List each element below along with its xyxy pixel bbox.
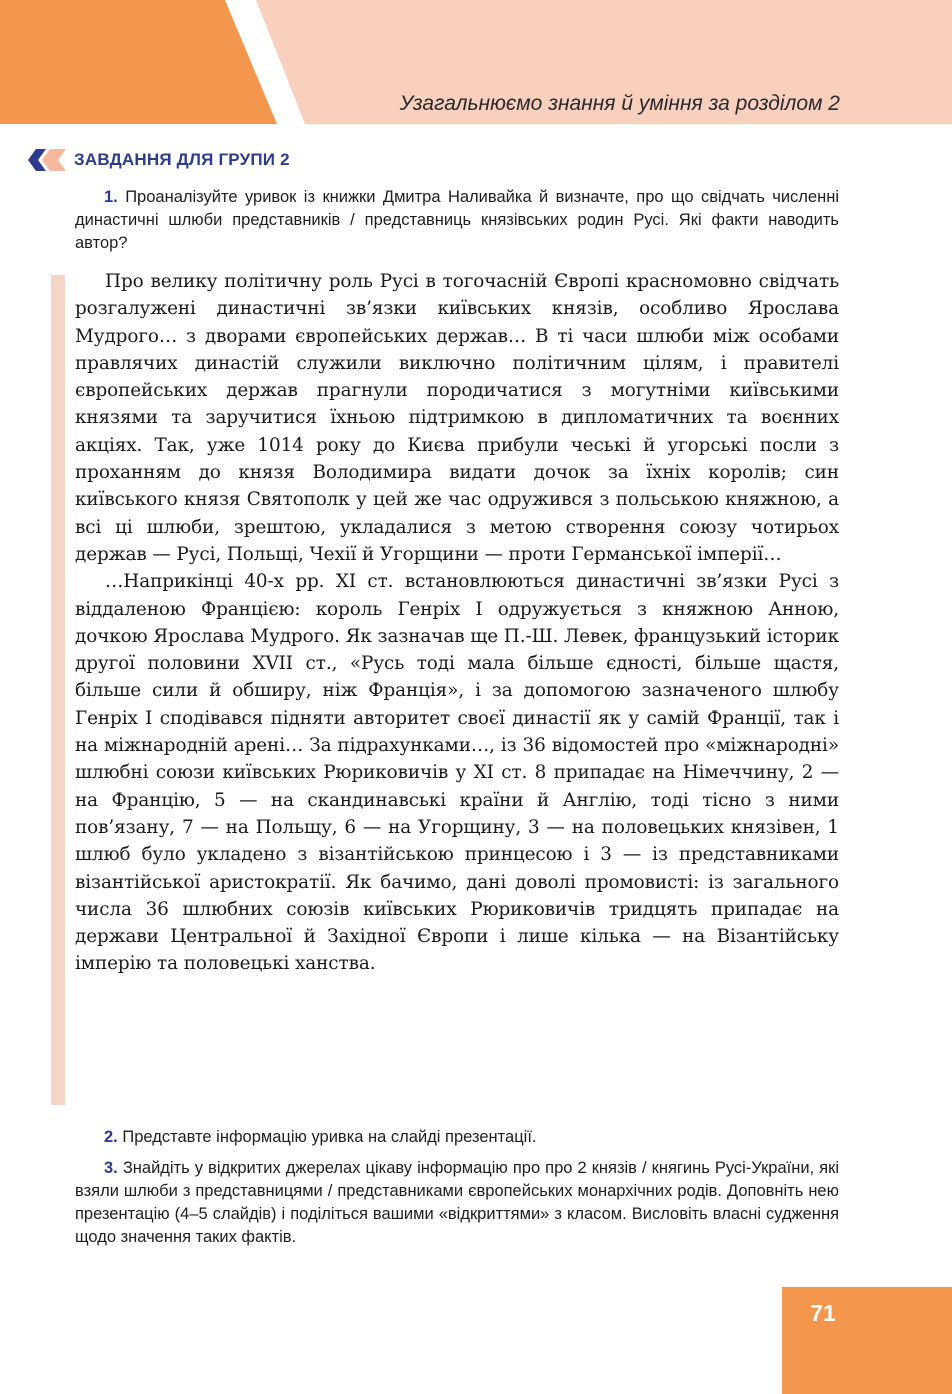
page-header bbox=[0, 0, 952, 124]
page-number-tab bbox=[782, 1287, 952, 1394]
quote-bar bbox=[51, 275, 65, 1105]
task-3 bbox=[75, 1157, 839, 1249]
task-3-text: Знайдіть у відкритих джерелах цікаву інформацію про про 2 князів / княгинь Русі-України, які взяли шлюби з представницями / представниками європейських монархічних родів. Доповніть нею презентацію (4–5 слайдів) і поділіться вашими «відкриттями» з класом. Висловіть власні судження щодо значення таких фактів. bbox=[75, 1159, 839, 1246]
task-2-number: 2. bbox=[104, 1128, 118, 1146]
task-1 bbox=[75, 186, 839, 255]
section-title: ЗАВДАННЯ ДЛЯ ГРУПИ 2 bbox=[74, 150, 290, 169]
quote-paragraph-1: Про велику політичну роль Русі в тогочасній Європі красномовно свідчать розгалужені династичні зв’язки київських князів, особливо Ярослава Мудрого… з дворами європейських держав… В ті часи шлюби між особами правлячих династій служили виключно політичним цілям, і правителі європейських держав прагнули породичатися з могутніми київськими князями та заручитися їхньою підтримкою в дипломатичних та воєнних акціях. Так, уже 1014 року до Києва прибули чеські й угорські посли з проханням до князя Володимира видати дочок за їхніх королів; син київського князя Святополк у цей же час одружився з польською княжною, а всі ці шлюби, зрештою, укладалися з метою створення союзу чотирьох держав — Русі, Польщі, Чехії й Угорщини — проти Германської імперії… bbox=[75, 271, 839, 565]
task-3-number: 3. bbox=[104, 1159, 118, 1177]
task-2 bbox=[75, 1126, 839, 1149]
quote-excerpt bbox=[75, 268, 839, 978]
task-1-text: Проаналізуйте уривок із книжки Дмитра Наливайка й визначте, про що свідчать численні династичні шлюби представників / представниць князівських родин Русі. Які факти наводить автор? bbox=[75, 188, 839, 252]
quote-paragraph-2: …Наприкінці 40-х рр. XI ст. встановлюються династичні зв’язки Русі з віддаленою Францією: король Генріх I одружується з княжною Анною, дочкою Ярослава Мудрого. Як зазначав ще П.-Ш. Левек, французький історик другої половини XVII ст., «Русь тоді мала більше єдності, більше щастя, більше сили й обширу, ніж Франція», і за допомогою зазначеного шлюбу Генріх I сподівався підняти авторитет своєї династії як у самій Франції, так і на міжнародній арені… За підрахунками…, із 36 відомостей про «міжнародні» шлюбні союзи київських Рюриковичів у XI ст. 8 припадає на Німеччину, 2 — на Францію, 5 — на скандинавські країни й Англію, тоді тісно з ними пов’язану, 7 — на Польщу, 6 — на Угорщину, 3 — на половецьких князівен, 1 шлюб було укладено з візантійською принцесою і 3 — із представниками візантійської аристократії. Як бачимо, дані доволі промовисті: із загального числа 36 шлюбних союзів київських Рюриковичів тридцять припадає на держави Центральної й Західної Європи і лише кілька — на Візантійську імперію та половецькі ханства. bbox=[75, 571, 839, 975]
header-title: Узагальнюємо знання й уміння за розділом 2 bbox=[399, 92, 840, 115]
task-2-text: Представте інформацію уривка на слайді презентації. bbox=[122, 1128, 537, 1146]
task-1-number: 1. bbox=[104, 188, 118, 206]
double-chevron-left-icon bbox=[26, 149, 68, 171]
page-number: 71 bbox=[810, 1300, 836, 1326]
